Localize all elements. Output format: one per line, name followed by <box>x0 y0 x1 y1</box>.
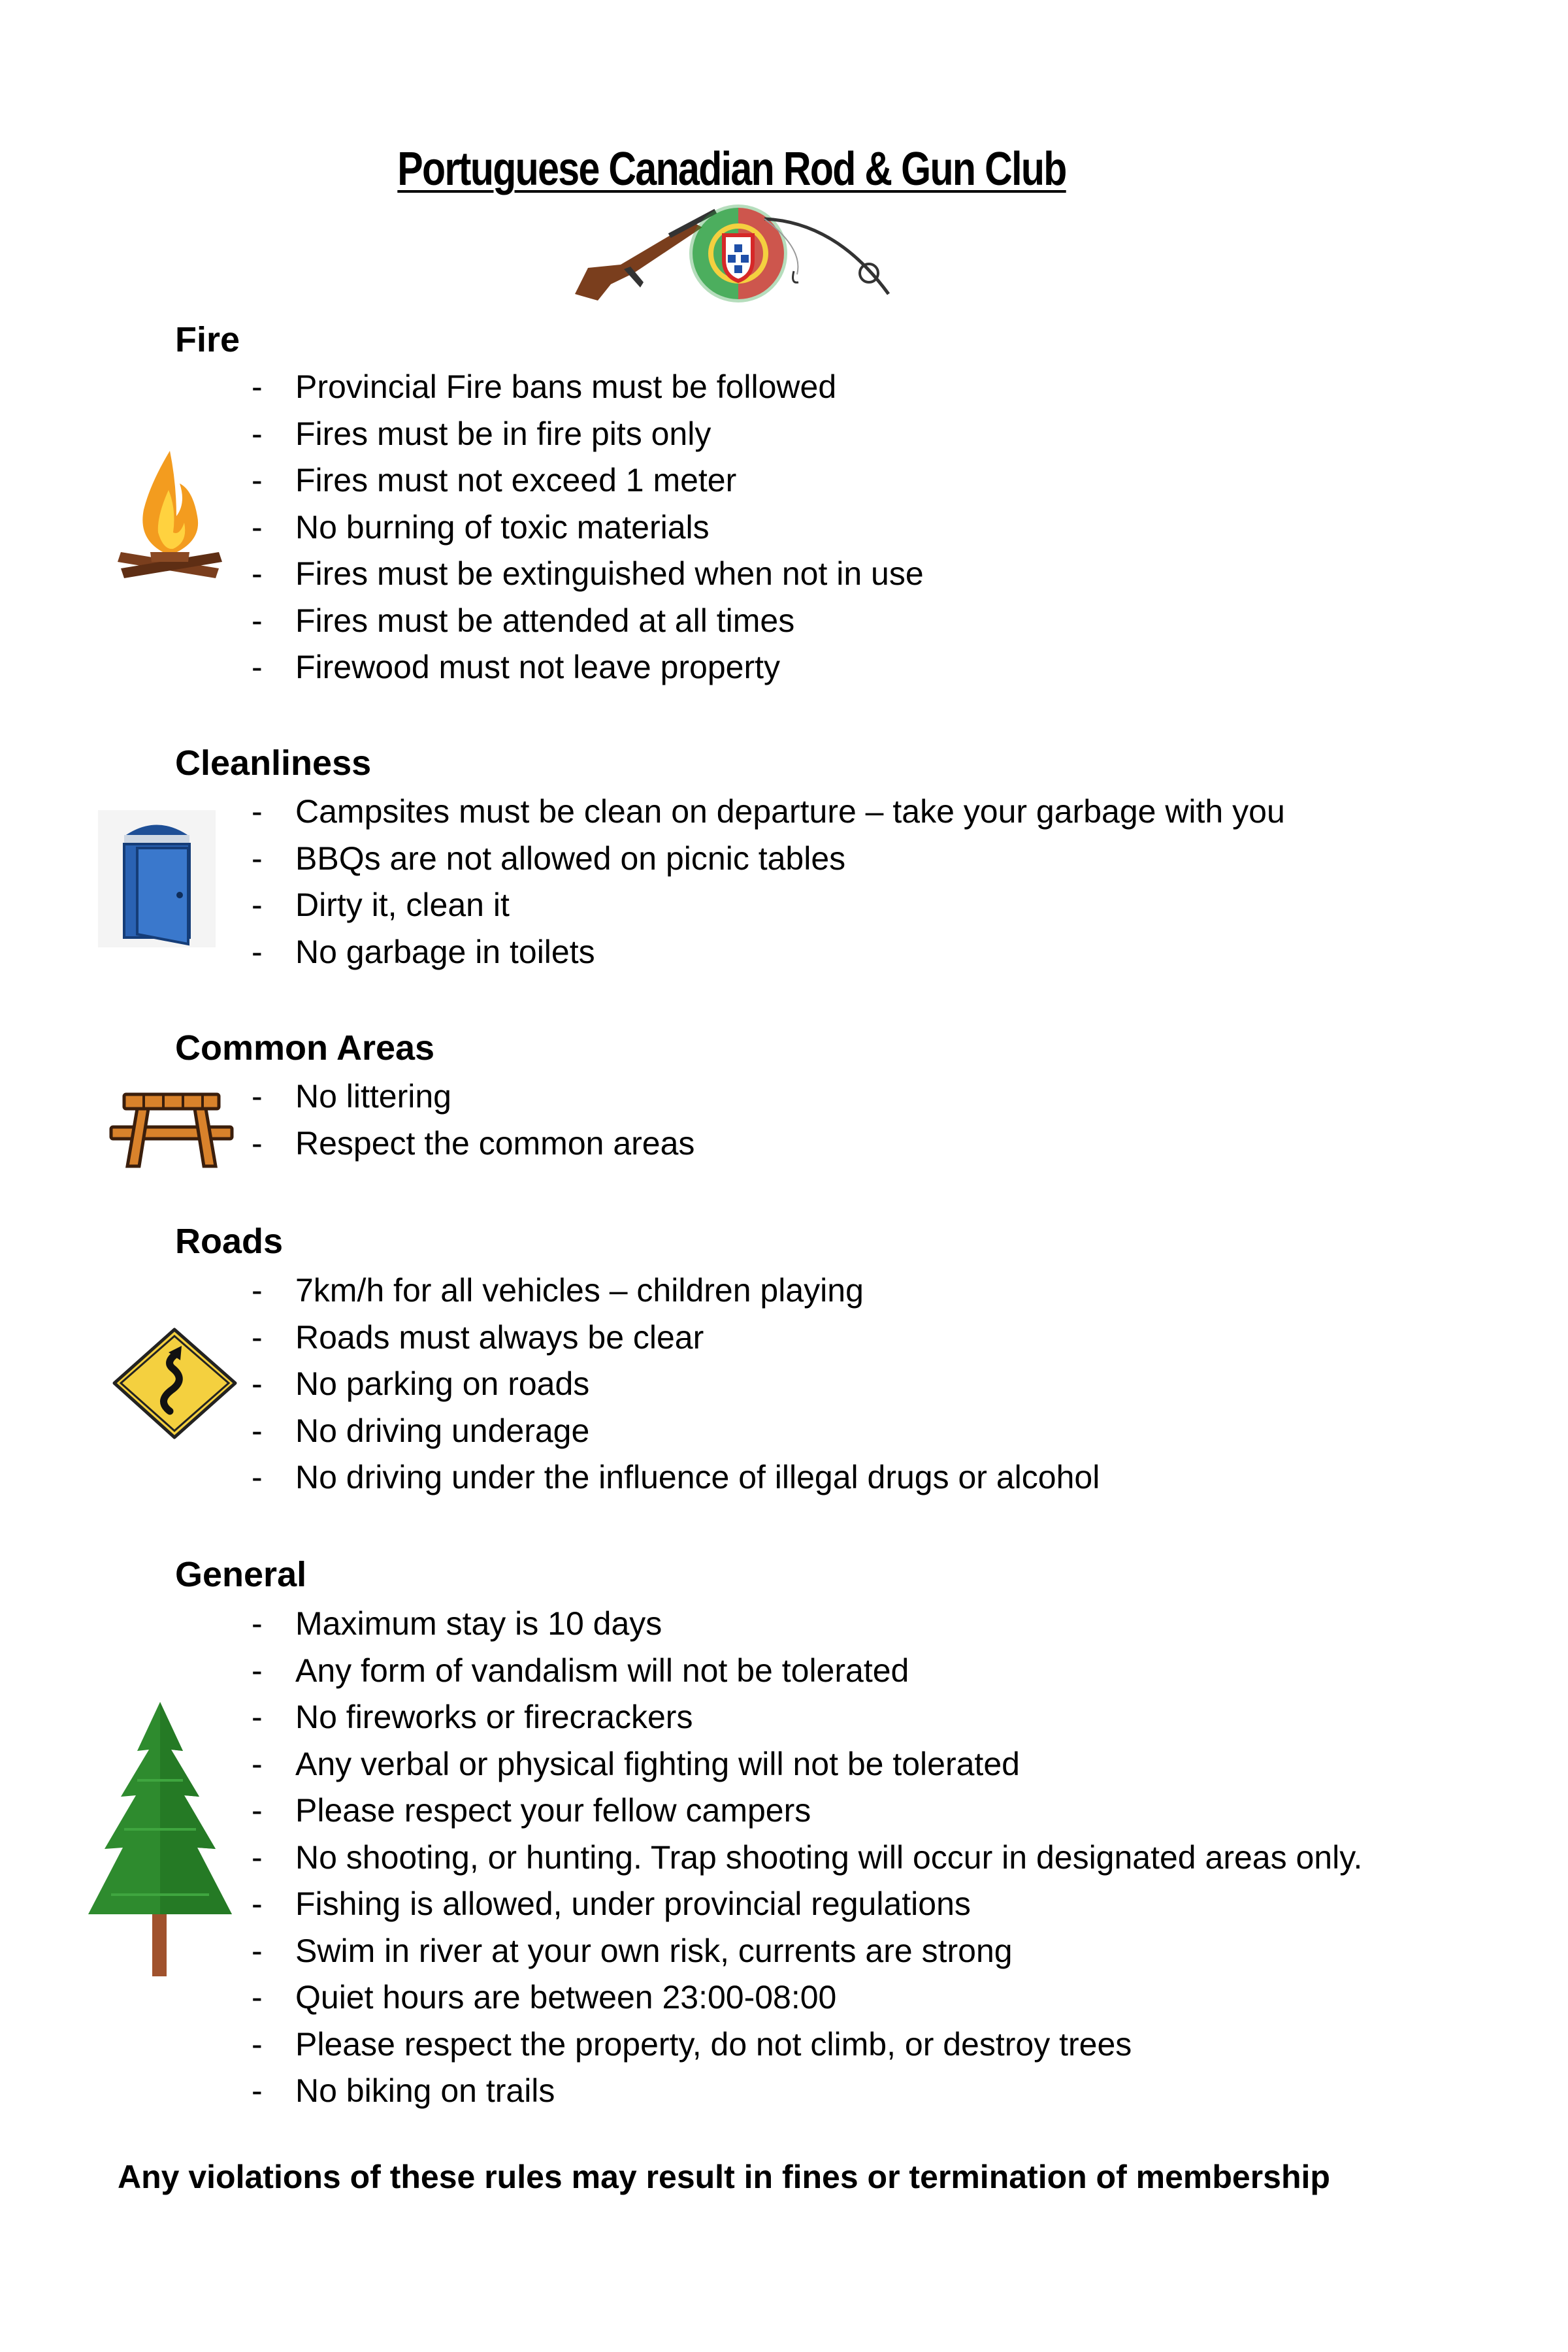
bullet-dash: - <box>252 1459 263 1495</box>
rule-text: Please respect the property, do not climb, or destroy trees <box>295 2025 1132 2063</box>
rule-text: No shooting, or hunting. Trap shooting will occur in designated areas only. <box>295 1838 1363 1876</box>
rule-text: No parking on roads <box>295 1365 590 1402</box>
rule-text: Please respect your fellow campers <box>295 1792 811 1829</box>
rule-text: Any verbal or physical fighting will not be tolerated <box>295 1745 1020 1782</box>
bullet-dash: - <box>252 1652 263 1689</box>
rule-text: BBQs are not allowed on picnic tables <box>295 840 846 877</box>
bullet-dash: - <box>252 1078 263 1115</box>
winding-road-sign-icon <box>111 1326 238 1441</box>
page-title: Portuguese Canadian Rod & Gun Club <box>397 143 1066 195</box>
rule-text: Campsites must be clean on departure – take your garbage with you <box>295 793 1285 830</box>
bullet-dash: - <box>252 1124 263 1162</box>
bullet-dash: - <box>252 1792 263 1829</box>
picnic-table-icon <box>108 1091 235 1169</box>
portable-toilet-icon <box>98 810 216 947</box>
rule-text: Fires must not exceed 1 meter <box>295 462 737 498</box>
rule-text: Swim in river at your own risk, currents are strong <box>295 1932 1013 1969</box>
bullet-dash: - <box>252 887 263 923</box>
rule-text: Dirty it, clean it <box>295 887 510 923</box>
rule-text: Maximum stay is 10 days <box>295 1605 662 1642</box>
bullet-dash: - <box>252 1932 263 1969</box>
rule-text: Fishing is allowed, under provincial regulations <box>295 1886 971 1922</box>
rule-text: Fires must be extinguished when not in use <box>295 555 924 592</box>
section-heading: Roads <box>175 1222 284 1261</box>
rule-text: Fires must be attended at all times <box>295 602 795 639</box>
rule-text: No driving under the influence of illegal drugs or alcohol <box>295 1459 1100 1495</box>
bullet-dash: - <box>252 462 263 498</box>
rule-text: Roads must always be clear <box>295 1318 704 1356</box>
bullet-dash: - <box>252 1272 263 1309</box>
bullet-dash: - <box>252 1745 263 1782</box>
pine-tree-icon <box>85 1699 235 1980</box>
bullet-dash: - <box>252 1412 263 1449</box>
bullet-dash: - <box>252 555 263 592</box>
bullet-dash: - <box>252 508 263 546</box>
campfire-icon <box>111 444 229 581</box>
bullet-dash: - <box>252 602 263 639</box>
bullet-dash: - <box>252 1365 263 1402</box>
rule-text: No littering <box>295 1078 451 1115</box>
rule-text: Quiet hours are between 23:00-08:00 <box>295 1979 837 2016</box>
rule-text: 7km/h for all vehicles – children playing <box>295 1272 864 1309</box>
bullet-dash: - <box>252 840 263 877</box>
section-heading: Fire <box>175 320 240 359</box>
bullet-dash: - <box>252 793 263 830</box>
rule-text: Firewood must not leave property <box>295 649 781 685</box>
rule-text: No driving underage <box>295 1412 590 1449</box>
club-logo <box>562 196 902 314</box>
bullet-dash: - <box>252 649 263 685</box>
section-heading: General <box>175 1555 307 1594</box>
bullet-dash: - <box>252 1318 263 1356</box>
footer-note: Any violations of these rules may result in fines or termination of membership <box>118 2159 1330 2195</box>
bullet-dash: - <box>252 2072 263 2109</box>
bullet-dash: - <box>252 1979 263 2016</box>
bullet-dash: - <box>252 1838 263 1876</box>
rule-text: Respect the common areas <box>295 1124 695 1162</box>
bullet-dash: - <box>252 368 263 405</box>
bullet-dash: - <box>252 415 263 452</box>
bullet-dash: - <box>252 2025 263 2063</box>
rule-text: Fires must be in fire pits only <box>295 415 711 452</box>
rule-text: No biking on trails <box>295 2072 555 2109</box>
section-heading: Common Areas <box>175 1028 435 1068</box>
bullet-dash: - <box>252 933 263 970</box>
section-heading: Cleanliness <box>175 743 372 783</box>
rule-text: No burning of toxic materials <box>295 508 710 546</box>
rule-text: No fireworks or firecrackers <box>295 1699 693 1735</box>
bullet-dash: - <box>252 1699 263 1735</box>
rule-text: Provincial Fire bans must be followed <box>295 368 837 405</box>
rule-text: No garbage in toilets <box>295 933 595 970</box>
rule-text: Any form of vandalism will not be tolerated <box>295 1652 909 1689</box>
bullet-dash: - <box>252 1886 263 1922</box>
bullet-dash: - <box>252 1605 263 1642</box>
